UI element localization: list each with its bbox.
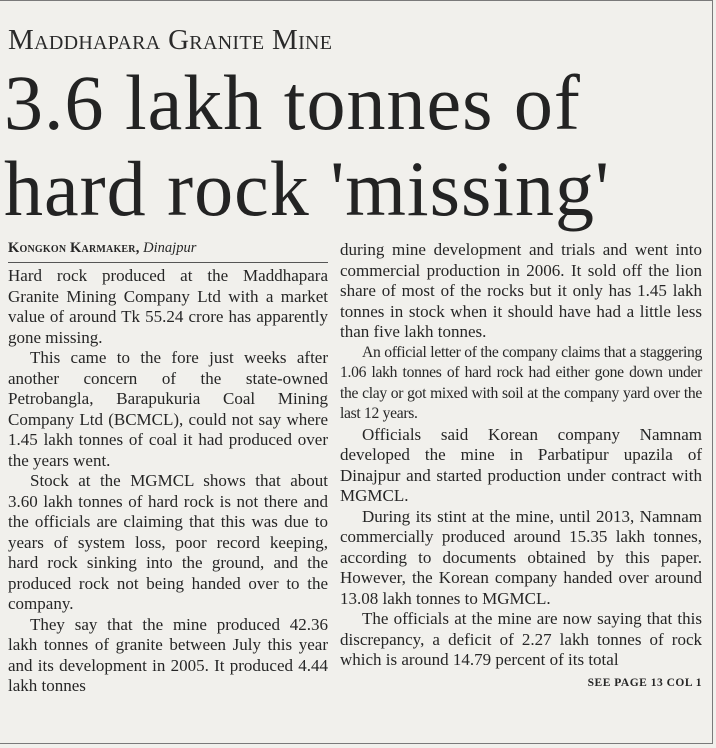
paragraph-1: Hard rock produced at the Maddhapara Granite Mining Company Ltd with a market value of around Tk 55.24 crore has apparently gone missing. xyxy=(8,266,328,347)
paragraph-6: Officials said Korean company Namnam developed the mine in Parbatipur upazila of Dinajpur and started production under contract with MGMCL. xyxy=(340,424,702,505)
byline-author: Kongkon Karmaker, xyxy=(8,240,140,256)
headline: 3.6 lakh tonnes of hard rock 'missing' xyxy=(4,59,611,232)
paragraph-2: This came to the fore just weeks after another concern of the state-owned Petrobangla, Barapukuria Coal Mining Company Ltd (BCMCL), could not say where 1.45 lakh tonnes of coal it had produced over the years went. xyxy=(8,348,328,470)
paragraph-8: The officials at the mine are now saying that this discrepancy, a deficit of 2.27 lakh tonnes of rock which is around 14.79 percent of its total xyxy=(340,609,702,669)
paragraph-3: Stock at the MGMCL shows that about 3.60 lakh tonnes of hard rock is not there and the officials are claiming that this was due to years of system loss, poor record keeping, hard rock sinking into the ground, and the produced rock not being handed over to the company. xyxy=(8,471,328,613)
paragraph-4-cont: during mine development and trials and went into commercial production in 2006. It sold off the lion share of most of the rocks but it only has 1.45 lakh tonnes in stock when it should have had a little less than five lakh tonnes. xyxy=(340,240,702,341)
jump-line[interactable]: SEE PAGE 13 COL 1 xyxy=(587,676,702,689)
column-right xyxy=(340,240,702,693)
kicker: Maddhapara Granite Mine xyxy=(8,24,333,56)
byline-location: Dinajpur xyxy=(143,240,197,256)
paragraph-5: An official letter of the company claims that a staggering 1.06 lakh tonnes of hard rock had either gone down under the clay or got mixed with soil at the company yard over the last 12 years. xyxy=(340,343,702,422)
paragraph-4-start: They say that the mine produced 42.36 lakh tonnes of granite between July this year and its development in 2005. It produced 4.44 lakh tonnes xyxy=(8,614,328,695)
paragraph-7: During its stint at the mine, until 2013, Namnam commercially produced around 15.35 lakh tonnes, according to documents obtained by this paper. However, the Korean company handed over around 13.08 lakh tonnes to MGMCL. xyxy=(340,506,702,608)
column-left xyxy=(8,238,328,697)
byline xyxy=(8,238,328,263)
